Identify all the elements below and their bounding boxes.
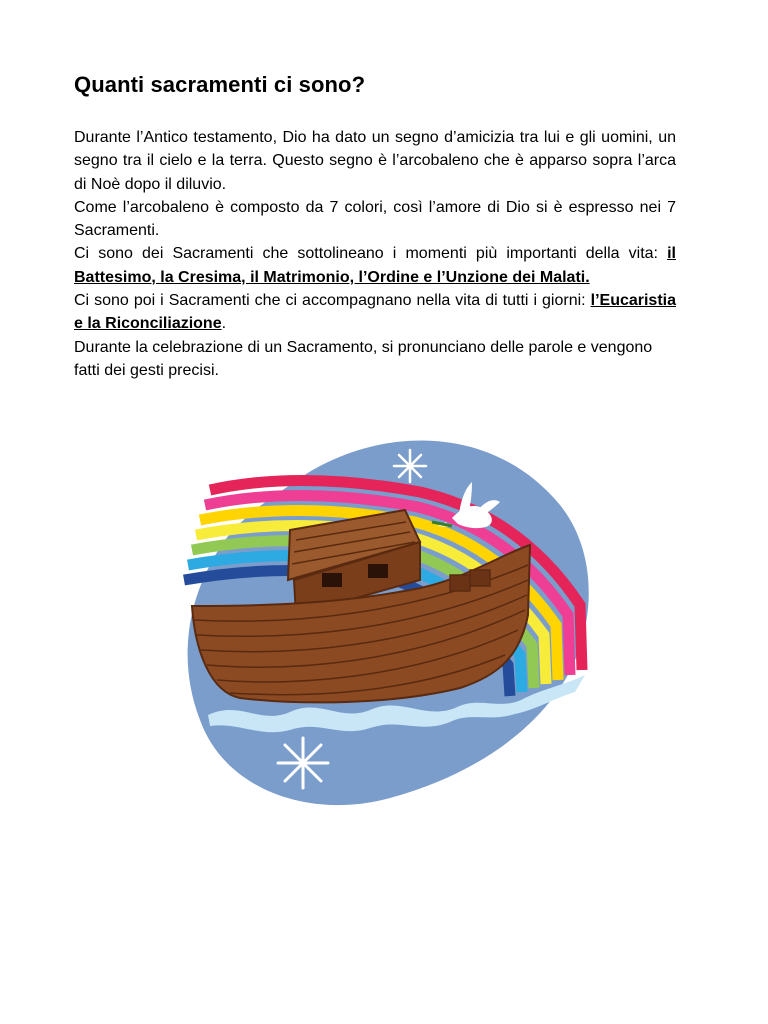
noah-ark-illustration bbox=[170, 430, 600, 810]
paragraph-rainbow-sign: Durante l’Antico testamento, Dio ha dato un segno d’amicizia tra lui e gli uomini, un segno tra il cielo e la terra. Questo segno è l’arcobaleno che è apparso sopra l’arca di Noè dopo il diluvio. bbox=[74, 129, 676, 193]
paragraph-daily-life bbox=[74, 289, 676, 336]
sparkle-icon-bottom bbox=[278, 738, 328, 788]
paragraph-daily-life-intro: Ci sono poi i Sacramenti che ci accompagnano nella vita di tutti i giorni: bbox=[74, 292, 591, 310]
page-title: Quanti sacramenti ci sono? bbox=[74, 72, 366, 97]
daily-sacraments-emphasis: l’Eucaristia e la Riconciliazione bbox=[74, 292, 676, 333]
sacraments-list-emphasis: il Battesimo, la Cresima, il Matrimonio, l’Ordine e l’Unzione dei Malati. bbox=[74, 245, 676, 286]
sparkle-icon-top bbox=[394, 450, 426, 482]
paragraph-celebration: Durante la celebrazione di un Sacramento, si pronunciano delle parole e vengono fatti dei gesti precisi. bbox=[74, 338, 653, 379]
paragraph-important-moments bbox=[74, 242, 676, 289]
paragraph-important-moments-intro: Ci sono dei Sacramenti che sottolineano i momenti più importanti della vita: bbox=[74, 245, 668, 263]
paragraph-daily-life-end: . bbox=[221, 315, 227, 333]
body-text bbox=[74, 126, 676, 382]
paragraph-seven-sacraments: Come l’arcobaleno è composto da 7 colori, così l’amore di Dio si è espresso nei 7 Sacramenti. bbox=[74, 198, 676, 240]
